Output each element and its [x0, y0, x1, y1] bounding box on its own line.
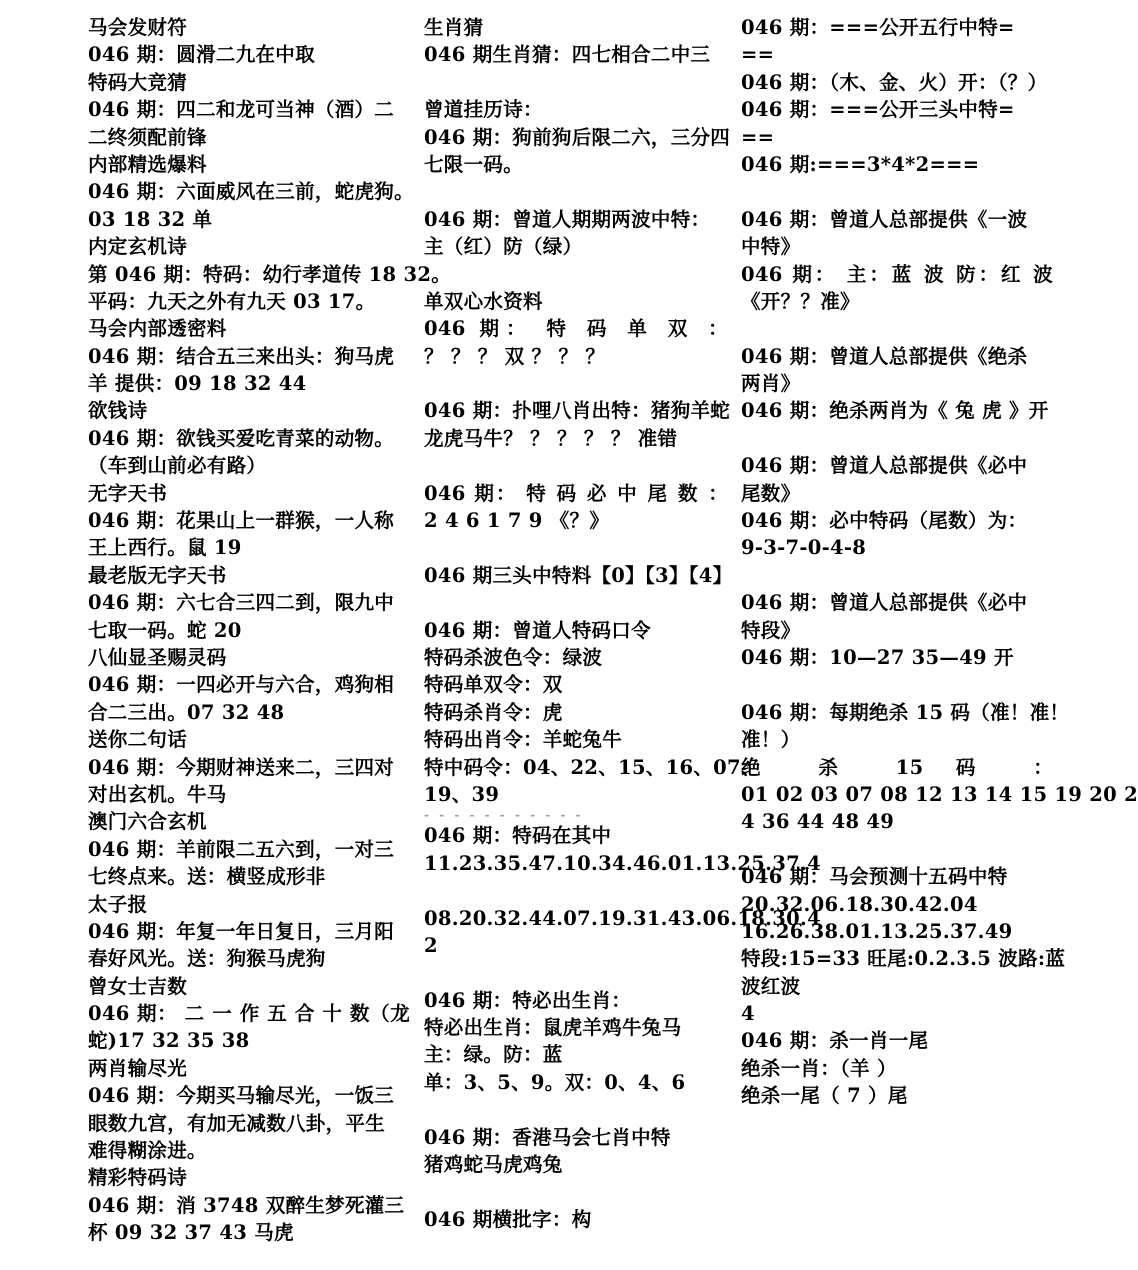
text-line: 046 期三头中特料【0】【3】【4】 — [424, 563, 733, 587]
text-line: 046 期：香港马会七肖中特 — [424, 1125, 671, 1149]
blank-line — [424, 877, 728, 904]
text-line: 马会内部透密料 — [88, 317, 227, 341]
text-line: 046 期：圆滑二九在中取 — [88, 43, 315, 67]
text-line: == — [741, 125, 775, 149]
text-line: 曾道挂历诗： — [424, 98, 543, 122]
text-line: 2 — [424, 933, 438, 957]
text-line: 046 期：曾道人特码口令 — [424, 618, 651, 642]
text-line: 眼数九宫，有加无减数八卦，平生 — [88, 1111, 386, 1135]
text-line: 046 期：一四必开与六合，鸡狗相 — [88, 673, 395, 697]
text-line: 内部精选爆料 — [88, 152, 207, 176]
text-line: - - - - - - - - - - - — [424, 808, 584, 823]
text-line: 046 期：特必出生肖： — [424, 988, 632, 1012]
text-line: 二终须配前锋 — [88, 125, 207, 149]
text-line: 046 期：消 3748 双醉生梦死灌三 — [88, 1193, 405, 1217]
text-line: 2 4 6 1 7 9 《？》 — [424, 509, 610, 533]
text-line: 《开？？准》 — [741, 289, 860, 313]
text-line: 046 期：今期买马输尽光，一饭三 — [88, 1084, 395, 1108]
blank-line — [741, 836, 1053, 863]
text-line: 对出玄机。牛马 — [88, 782, 227, 806]
text-line: 特码单双令：双 — [424, 673, 563, 697]
text-line: 第 046 期：特码：幼行孝道传 18 32。 — [88, 262, 452, 286]
text-line: 合二三出。07 32 48 — [88, 700, 285, 724]
blank-line — [424, 959, 728, 986]
text-line: ？ ？ ？ 双 ？ ？ ？ — [424, 344, 606, 368]
text-line: 准！） — [741, 728, 801, 752]
text-line: 内定玄机诗 — [88, 235, 188, 259]
text-line: 046 期：扑哩八肖出特：猪狗羊蛇 — [424, 399, 731, 423]
text-line: 046 期：必中特码（尾数）为： — [741, 509, 1028, 533]
text-line: 046 期： 特 码 必 中 尾 数 ： — [424, 481, 728, 505]
blank-line — [424, 370, 728, 397]
text-line: 4 — [741, 1002, 755, 1026]
text-line: 046 期：马会预测十五码中特 — [741, 865, 1008, 889]
text-line: 08.20.32.44.07.19.31.43.06.18.30.4 — [424, 906, 821, 930]
text-line: 单双心水资料 — [424, 289, 543, 313]
text-line: 平码：九天之外有九天 03 17。 — [88, 289, 376, 313]
text-line: 特必出生肖：鼠虎羊鸡牛兔马 — [424, 1016, 682, 1040]
text-line: 春好风光。送：狗猴马虎狗 — [88, 947, 326, 971]
text-line: 特码杀肖令：虎 — [424, 700, 563, 724]
text-line: 七终点来。送：横竖成形非 — [88, 865, 326, 889]
text-line: 046 期： 二 一 作 五 合 十 数（龙 — [88, 1002, 410, 1026]
blank-line — [741, 315, 1053, 342]
text-line: 单：3、5、9。双：0、4、6 — [424, 1070, 686, 1094]
text-line: 王上西行。鼠 19 — [88, 536, 242, 560]
text-line: 16.26.38.01.13.25.37.49 — [741, 919, 1013, 943]
text-line: 尾数》 — [741, 481, 801, 505]
blank-line — [741, 671, 1053, 698]
text-line: 046 期生肖猜：四七相合二中三 — [424, 43, 711, 67]
text-line: 046 期:===3*4*2=== — [741, 152, 980, 176]
text-line: 046 期：===公开五行中特= — [741, 16, 1015, 39]
blank-line — [741, 178, 1053, 205]
text-line: 046 期：（木、金、火）开：（？） — [741, 70, 1048, 94]
text-line: 046 期：曾道人期期两波中特： — [424, 207, 711, 231]
text-line: 046 期：羊前限二五六到，一对三 — [88, 837, 395, 861]
text-line: 杯 09 32 37 43 马虎 — [88, 1221, 294, 1245]
text-line: 精彩特码诗 — [88, 1166, 188, 1190]
blank-line — [424, 261, 728, 288]
text-line: 欲钱诗 — [88, 399, 148, 423]
text-line: 046 期： 特 码 单 双 ： — [424, 317, 728, 341]
blank-line — [741, 562, 1053, 589]
text-line: 046 期： 主：蓝 波 防：红 波 — [741, 262, 1053, 286]
blank-line — [424, 589, 728, 616]
text-line: 羊 提供：09 18 32 44 — [88, 372, 307, 396]
text-line: 特码大竞猜 — [88, 70, 188, 94]
text-line: 046 期：结合五三来出头：狗马虎 — [88, 344, 395, 368]
blank-line — [424, 452, 728, 479]
text-line: 046 期：绝杀两肖为《 兔 虎 》开 — [741, 399, 1049, 423]
text-line: 七限一码。 — [424, 152, 524, 176]
text-line: 046 期：曾道人总部提供《必中 — [741, 591, 1028, 615]
text-line: 中特》 — [741, 235, 801, 259]
text-line: 主（红）防（绿） — [424, 235, 583, 259]
text-line: 太子报 — [88, 892, 148, 916]
text-line: 蛇)17 32 35 38 — [88, 1029, 250, 1053]
text-line: 特段:15=33 旺尾:0.2.3.5 波路:蓝 — [741, 947, 1066, 971]
right-column — [741, 14, 1138, 1110]
text-line: 特中码令：04、22、15、16、07、 — [424, 755, 761, 779]
text-line: 绝 杀 15 码 ： — [741, 755, 1053, 779]
text-line: 无字天书 — [88, 481, 168, 505]
text-line: 046 期：特码在其中 — [424, 824, 612, 848]
text-line: 046 期：狗前狗后限二六，三分四 — [424, 125, 731, 149]
text-line: 两肖》 — [741, 372, 801, 396]
text-line: 20.32.06.18.30.42.04 — [741, 892, 978, 916]
text-line: 澳门六合玄机 — [88, 810, 207, 834]
blank-line — [424, 178, 728, 205]
text-line: 046 期：曾道人总部提供《绝杀 — [741, 344, 1028, 368]
text-line: 046 期：欲钱买爱吃青菜的动物。 — [88, 426, 395, 450]
text-line: 猪鸡蛇马虎鸡兔 — [424, 1153, 563, 1177]
text-line: 9-3-7-0-4-8 — [741, 536, 867, 560]
text-line: 绝杀一尾（ 7 ）尾 — [741, 1084, 908, 1108]
text-line: 046 期：年复一年日复日，三月阳 — [88, 919, 395, 943]
text-line: 046 期：曾道人总部提供《一波 — [741, 207, 1028, 231]
text-line: 046 期横批字：构 — [424, 1207, 592, 1231]
text-line: 03 18 32 单 — [88, 207, 213, 231]
text-line: 4 36 44 48 49 — [741, 810, 895, 834]
text-line: 046 期：花果山上一群猴，一人称 — [88, 509, 395, 533]
text-line: 特码出肖令：羊蛇兔牛 — [424, 728, 623, 752]
text-line: 送你二句话 — [88, 728, 188, 752]
text-line: 特码杀波色令：绿波 — [424, 645, 603, 669]
text-line: 046 期：===公开三头中特= — [741, 98, 1015, 122]
text-line: 046 期：今期财神送来二，三四对 — [88, 755, 395, 779]
left-column — [88, 14, 452, 1247]
text-line: （车到山前必有路） — [88, 454, 267, 478]
text-line: 特段》 — [741, 618, 801, 642]
text-line: 046 期：杀一肖一尾 — [741, 1029, 929, 1053]
text-line: 046 期：每期绝杀 15 码（准！准！ — [741, 700, 1070, 724]
text-line: 046 期：曾道人总部提供《必中 — [741, 454, 1028, 478]
text-line: 046 期：六七合三四二到，限九中 — [88, 591, 395, 615]
blank-line — [424, 1096, 728, 1123]
text-line: 生肖猜 — [424, 16, 484, 39]
text-line: 主：绿。防：蓝 — [424, 1043, 563, 1067]
text-line: 八仙显圣赐灵码 — [88, 645, 227, 669]
text-line: 01 02 03 07 08 12 13 14 15 19 20 2 — [741, 782, 1138, 806]
blank-line — [741, 425, 1053, 452]
text-line: 绝杀一肖：（羊 ） — [741, 1056, 897, 1080]
text-line: 难得糊涂进。 — [88, 1139, 207, 1163]
text-line: 七取一码。蛇 20 — [88, 618, 242, 642]
text-line: 046 期：六面威风在三前，蛇虎狗。 — [88, 180, 414, 204]
text-line: 两肖输尽光 — [88, 1056, 188, 1080]
text-line: 龙虎马牛？ ？ ？ ？ ？ 准错 — [424, 426, 678, 450]
text-line: 最老版无字天书 — [88, 563, 227, 587]
blank-line — [424, 69, 728, 96]
text-line: 曾女士吉数 — [88, 974, 188, 998]
text-line: 11.23.35.47.10.34.46.01.13.25.37.4 — [424, 851, 821, 875]
blank-line — [424, 534, 728, 561]
text-line: 046 期：四二和龙可当神（酒）二 — [88, 98, 395, 122]
blank-line — [424, 1178, 728, 1205]
text-line: == — [741, 43, 775, 67]
text-line: 046 期：10—27 35—49 开 — [741, 645, 1014, 669]
text-line: 马会发财符 — [88, 16, 188, 39]
text-line: 波红波 — [741, 974, 801, 998]
text-line: 19、39 — [424, 782, 500, 806]
